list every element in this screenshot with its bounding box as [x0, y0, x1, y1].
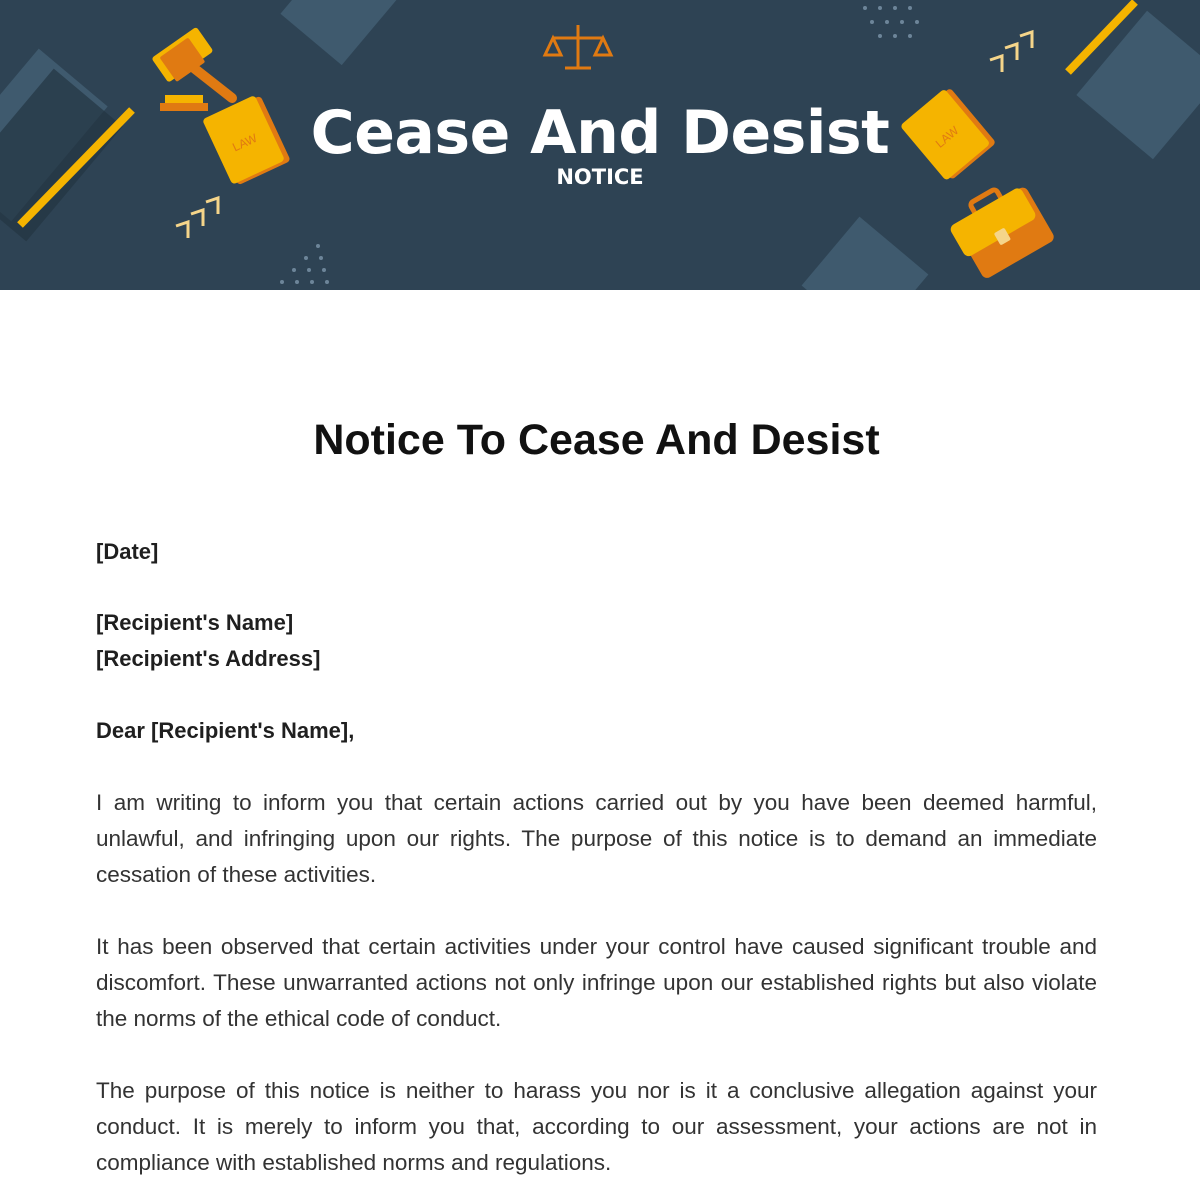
law-book-label: LAW [932, 123, 962, 151]
banner-title: Cease And Desist [310, 98, 890, 168]
recipient-address: [Recipient's Address] [96, 646, 321, 671]
date-placeholder: [Date] [96, 539, 159, 564]
document-title: Notice To Cease And Desist [313, 416, 880, 464]
chevrons-icon [176, 198, 218, 238]
header-banner [0, 0, 1200, 290]
recipient-name: [Recipient's Name] [96, 610, 294, 635]
scales-icon [545, 25, 611, 68]
chevrons-icon [990, 32, 1032, 72]
law-book-label: LAW [230, 130, 260, 155]
body-paragraph: I am writing to inform you that certain actions carried out by you have been deemed harmful, unlawful, and infringing upon our rights. The purpose of this notice is to demand an immediate cessation of these activities. [96, 790, 1097, 887]
salutation: Dear [Recipient's Name], [96, 718, 355, 743]
briefcase-icon [944, 175, 1056, 283]
banner-subtitle: NOTICE [556, 165, 644, 189]
body-paragraph: The purpose of this notice is neither to harass you nor is it a conclusive allegation against your conduct. It is merely to inform you that, according to our assessment, your actions are not in compliance with established norms and regulations. [96, 1078, 1097, 1175]
body-paragraph: It has been observed that certain activities under your control have caused significant trouble and discomfort. These unwarranted actions not only infringe upon our established rights but also violate the norms of the ethical code of conduct. [96, 934, 1097, 1031]
